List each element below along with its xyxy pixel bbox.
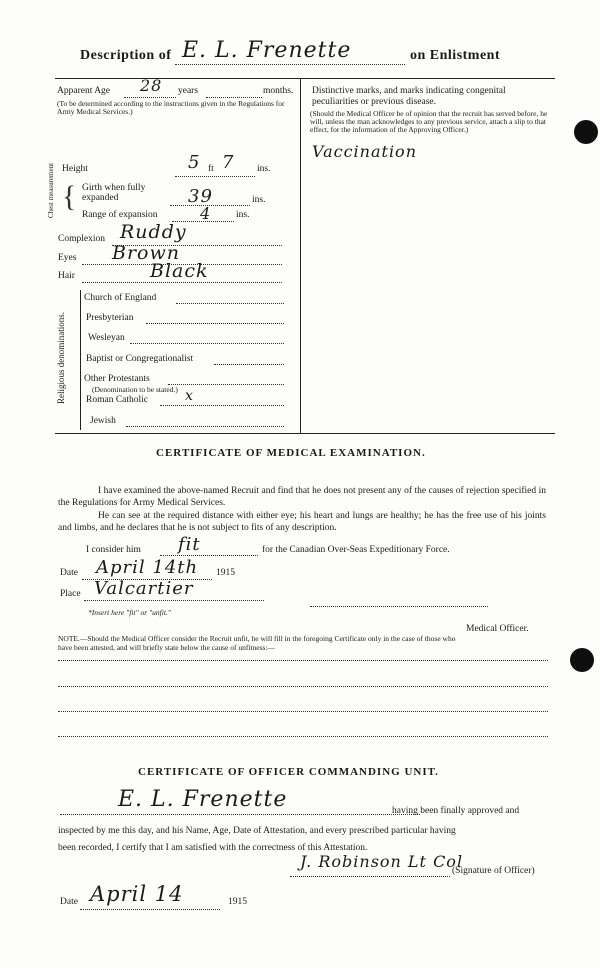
unfit-line-3 (58, 711, 548, 712)
religion-roman-catholic: Roman Catholic (86, 395, 149, 405)
officer-line-3: been recorded, I certify that I am satisfied with the correctness of this Attestation. (58, 843, 368, 853)
distinctive-marks-value: Vaccination (312, 142, 417, 161)
officer-signature-label: (Signature of Officer) (452, 866, 535, 876)
consider-force: for the Canadian Over-Seas Expeditionary Force. (262, 545, 450, 555)
years-label: years (178, 86, 199, 96)
religion-rc-mark: x (185, 388, 194, 404)
complexion-label: Complexion (58, 234, 105, 244)
officer-cert-title: CERTIFICATE OF OFFICER COMMANDING UNIT. (138, 766, 439, 778)
apparent-age-label: Apparent Age (57, 86, 111, 96)
age-line (124, 97, 176, 98)
officer-line-2: inspected by me this day, and his Name, Age, Date of Attestation, and every prescribed particular having (58, 826, 456, 836)
officer-recruit-name: E. L. Frenette (118, 787, 288, 812)
religion-wesleyan: Wesleyan (88, 333, 125, 343)
medical-place-value: Valcartier (94, 578, 194, 599)
expansion-value: 4 (200, 204, 212, 223)
height-ins-label: ins. (257, 164, 271, 174)
medical-note: NOTE.—Should the Medical Officer consider the Recruit unfit, he will fill in the foregoing Certificate only in the case of those who have been attested, and will briefly state below the cause of unfitness:— (58, 634, 456, 652)
frame-top-line (55, 78, 555, 79)
months-label: months. (263, 86, 294, 96)
hair-label: Hair (58, 271, 75, 281)
officer-having: having been finally approved and (392, 806, 520, 816)
girth-ins: ins. (252, 195, 266, 205)
unfit-line-4 (58, 736, 548, 737)
religion-line-7 (126, 426, 284, 427)
frame-bottom-line (55, 433, 555, 434)
header-name: E. L. Frenette (182, 38, 352, 63)
medical-date-value: April 14th (96, 557, 199, 578)
ft-label: ft (208, 164, 214, 174)
religion-line-5 (168, 384, 284, 385)
height-line (175, 176, 255, 177)
expansion-label: Range of expansion (82, 210, 158, 220)
officer-date-value: April 14 (90, 882, 184, 906)
expansion-ins: ins. (236, 210, 250, 220)
chest-label: Chest measurement (47, 162, 55, 218)
medical-place-line (84, 600, 264, 601)
height-feet: 5 (188, 152, 201, 173)
distinctive-marks-label: Distinctive marks, and marks indicating congenital peculiarities or previous disease. (312, 86, 506, 107)
unfit-line-1 (58, 660, 548, 661)
religion-line-2 (146, 323, 284, 324)
religion-line-6 (160, 405, 284, 406)
age-note: (To be determined according to the instructions given in the Regulations for Army Medical Services.) (57, 99, 285, 116)
officer-year: 1915 (228, 897, 247, 907)
medical-para-2: He can see at the required distance with either eye; his heart and lungs are healthy; he has the free use of his joints and limbs, and he declares that he is not subject to fits of any description. (58, 511, 546, 533)
header-name-line (175, 64, 405, 65)
religion-line-1 (176, 303, 284, 304)
hair-value: Black (150, 260, 209, 282)
header-title-right: on Enlistment (410, 48, 501, 63)
officer-signature: J. Robinson Lt Col (300, 852, 464, 871)
officer-date-label: Date (60, 897, 78, 907)
height-label: Height (62, 164, 88, 174)
religion-line-4 (214, 364, 284, 365)
religion-line-3 (130, 343, 284, 344)
height-inches: 7 (222, 152, 235, 173)
punch-hole-top (574, 120, 598, 144)
religion-other-protestants: Other Protestants (84, 374, 150, 384)
fitness-value: fit (178, 534, 201, 555)
fitness-line (160, 555, 258, 556)
girth-label: Girth when fully expanded (82, 183, 146, 203)
girth-value: 39 (188, 186, 213, 207)
chest-brace: { (62, 180, 77, 213)
religion-church-of-england: Church of England (84, 293, 157, 303)
hair-line (82, 282, 282, 283)
medical-place-label: Place (60, 589, 81, 599)
religion-presbyterian: Presbyterian (86, 313, 134, 323)
religion-baptist: Baptist or Congregationalist (86, 354, 194, 364)
religion-bracket (80, 290, 81, 430)
distinctive-marks-note: (Should the Medical Officer be of opinion that the recruit has served before, he will, unless the man acknowledges to any previous service, attach a slip to that effect, for the information of the Approving Officer.) (310, 109, 548, 134)
officer-date-line (80, 909, 220, 910)
medical-date-label: Date (60, 568, 78, 578)
age-value: 28 (140, 76, 163, 95)
unfit-line-2 (58, 686, 548, 687)
religion-jewish: Jewish (90, 416, 116, 426)
religion-label: Religious denominations. (56, 312, 66, 404)
medical-para-1: I have examined the above-named Recruit and find that he does not present any of the causes of rejection specified in the Regulations for Army Medical Services. (58, 486, 546, 508)
medical-officer-line (310, 606, 488, 607)
months-line (206, 97, 262, 98)
header-title-left: Description of (80, 48, 172, 63)
officer-signature-line (290, 876, 450, 877)
medical-year: 1915 (216, 568, 235, 578)
consider-label: I consider him (86, 545, 141, 555)
insert-note: *Insert here "fit" or "unfit." (88, 608, 171, 617)
officer-name-line (60, 814, 420, 815)
medical-cert-title: CERTIFICATE OF MEDICAL EXAMINATION. (156, 447, 426, 459)
medical-officer-label: Medical Officer. (466, 624, 529, 634)
eyes-value: Brown (112, 242, 180, 264)
religion-denomination-note: (Denomination to be stated.) (92, 385, 178, 394)
complexion-value: Ruddy (120, 221, 187, 243)
punch-hole-bottom (570, 648, 594, 672)
frame-divider (300, 78, 301, 433)
eyes-label: Eyes (58, 253, 77, 263)
